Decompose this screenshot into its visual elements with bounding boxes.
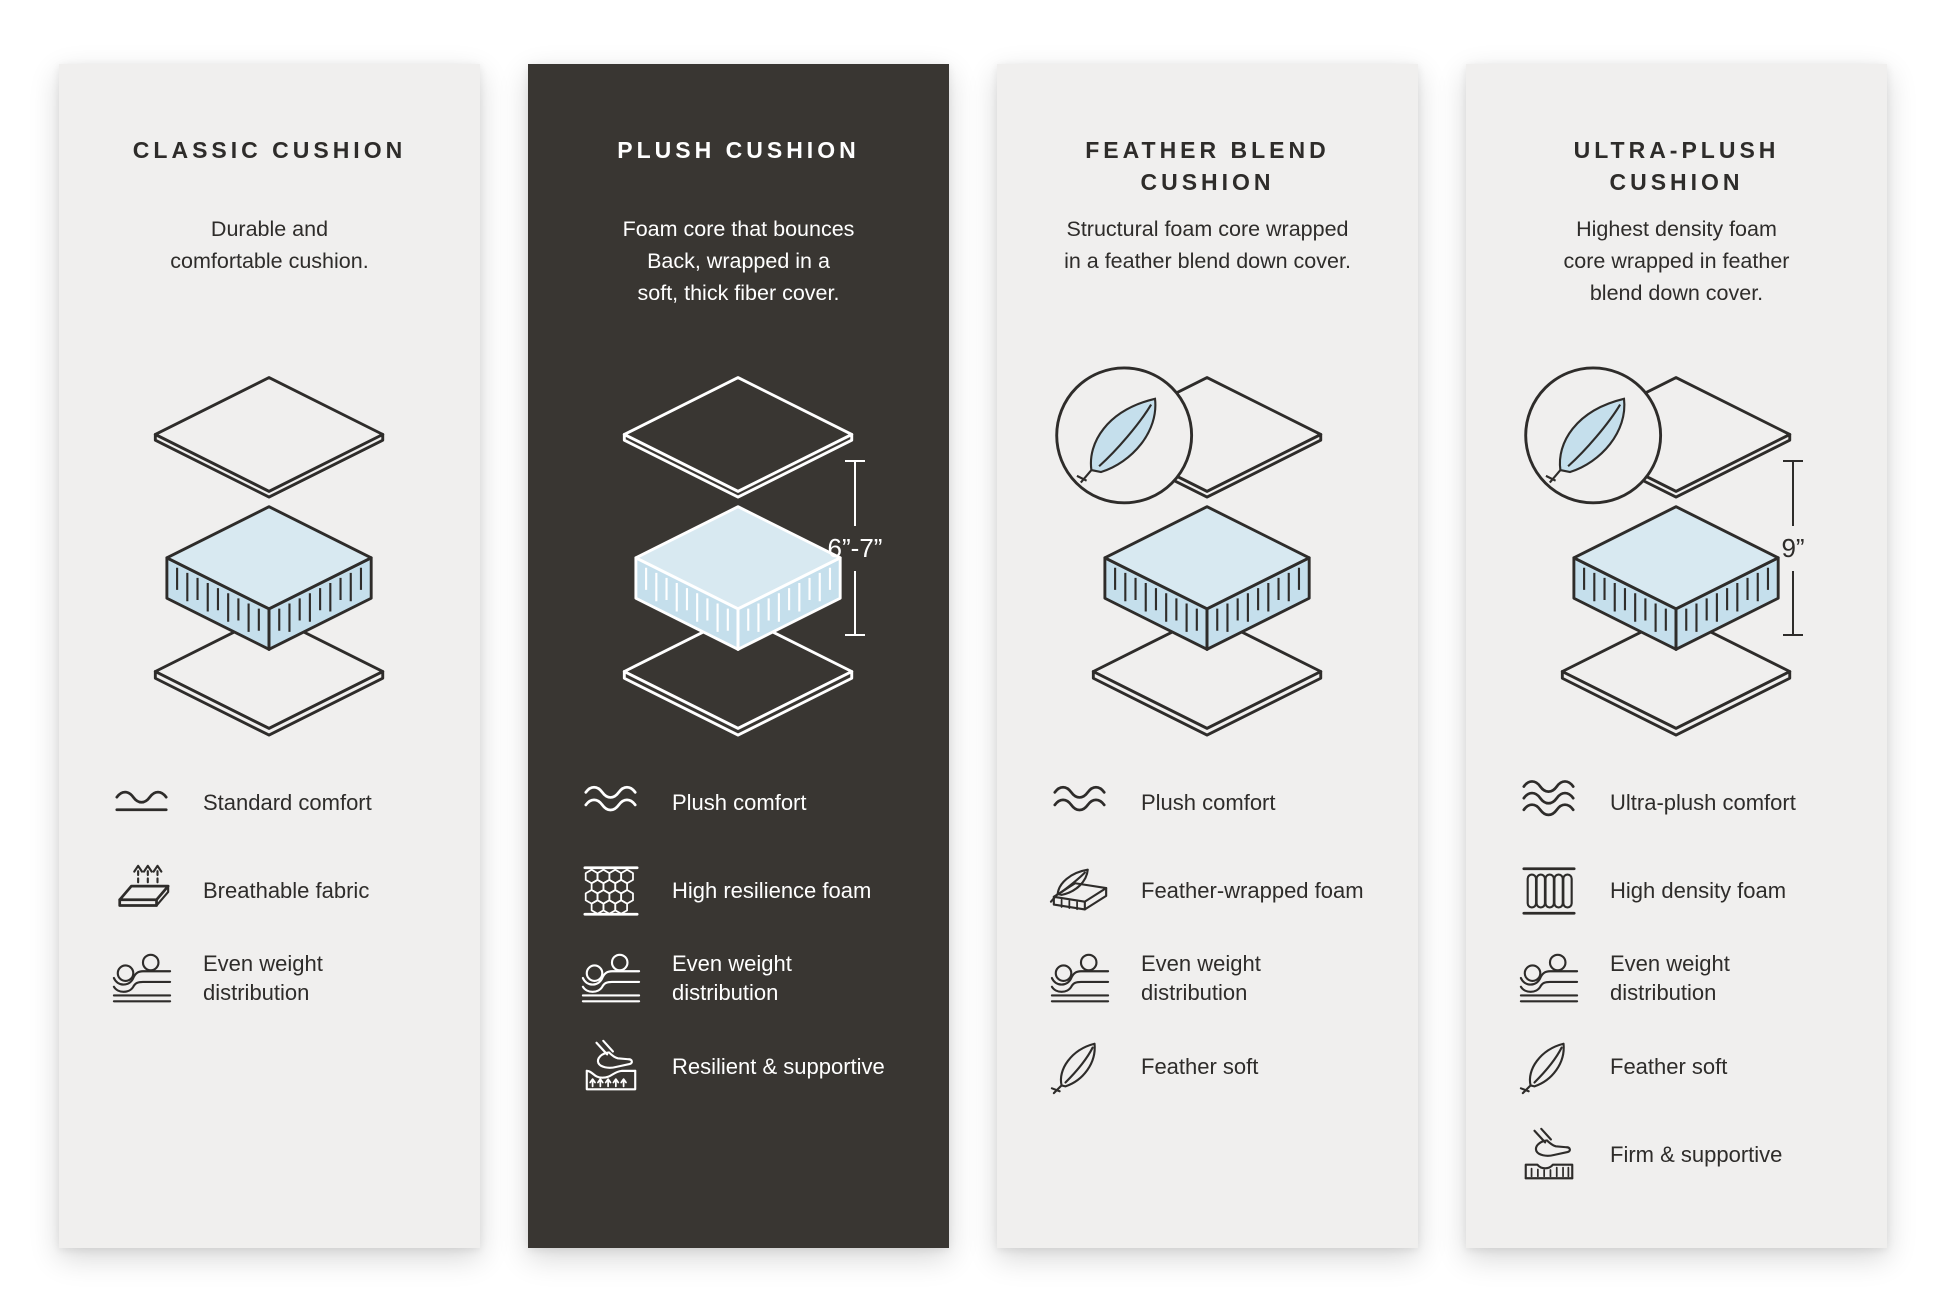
dimension-line-top	[854, 460, 856, 526]
feature-label: Even weight distribution	[1141, 951, 1261, 1005]
panel-ultra-plush	[1466, 64, 1887, 1248]
honeycomb-foam-icon	[580, 860, 642, 922]
panel-title: PLUSH CUSHION	[617, 137, 860, 163]
wave-double-icon	[1049, 772, 1111, 834]
cushion-layers-diagram	[1049, 362, 1367, 742]
feature-label: Feather soft	[1141, 1053, 1259, 1079]
wave-single-icon	[111, 772, 173, 834]
feature-label: Feather soft	[1610, 1053, 1728, 1079]
feature-item	[580, 772, 899, 834]
feature-label: Resilient & supportive	[672, 1053, 885, 1079]
panel-title: CLASSIC CUSHION	[132, 137, 407, 163]
feather-icon	[1518, 1036, 1580, 1098]
even-weight-icon	[580, 948, 642, 1010]
wave-triple-icon	[1518, 772, 1580, 834]
feature-list	[1047, 772, 1368, 1098]
even-weight-icon	[1049, 948, 1111, 1010]
panel-classic	[59, 64, 480, 1248]
height-dimension-marker	[827, 460, 883, 636]
feature-label: High resilience foam	[672, 877, 872, 903]
dimension-line-top	[1792, 460, 1794, 526]
panel-title: ULTRA-PLUSH CUSHION	[1573, 137, 1780, 196]
wave-triple-icon	[1518, 772, 1580, 834]
feature-item	[1518, 772, 1837, 834]
even-weight-icon	[1518, 948, 1580, 1010]
cushion-illustration	[109, 362, 430, 746]
feature-item	[111, 860, 430, 922]
feature-item	[1049, 772, 1368, 834]
height-dimension-marker	[1765, 460, 1821, 636]
breathable-fabric-icon	[111, 860, 173, 922]
wave-double-icon	[580, 772, 642, 834]
panel-description: Highest density foam core wrapped in feather blend down cover.	[1563, 217, 1790, 305]
panel-plush	[528, 64, 949, 1248]
feature-item	[580, 1036, 899, 1098]
feature-item	[1049, 1036, 1368, 1098]
feature-label: Firm & supportive	[1610, 1141, 1783, 1167]
feature-list	[1516, 772, 1837, 1186]
feather-wrapped-foam-icon	[1049, 860, 1111, 922]
cushion-illustration	[578, 362, 899, 746]
feature-label: Plush comfort	[672, 789, 807, 815]
even-weight-icon	[111, 948, 173, 1010]
cushion-layers-diagram	[111, 362, 429, 742]
wave-double-icon	[1049, 772, 1111, 834]
feature-label: Even weight distribution	[203, 951, 323, 1005]
resilient-supportive-icon	[580, 1036, 642, 1098]
feature-item	[1518, 860, 1837, 922]
dimension-line-bottom	[854, 571, 856, 637]
feature-item	[1049, 860, 1368, 922]
feature-item	[1518, 1036, 1837, 1098]
even-weight-icon	[1049, 948, 1111, 1010]
feature-item	[111, 772, 430, 834]
panel-title: FEATHER BLEND CUSHION	[1085, 137, 1330, 196]
feature-item	[1518, 948, 1837, 1010]
feature-label: High density foam	[1610, 877, 1787, 903]
feature-list	[109, 772, 430, 1010]
feature-label: Even weight distribution	[1610, 951, 1730, 1005]
height-dimension-label: 6”-7”	[827, 532, 883, 563]
honeycomb-foam-icon	[580, 860, 642, 922]
panel-description: Durable and comfortable cushion.	[170, 217, 369, 273]
feather-icon	[1049, 1036, 1111, 1098]
cushion-illustration	[1516, 362, 1837, 746]
firm-supportive-icon	[1518, 1124, 1580, 1186]
feature-item	[1518, 1124, 1837, 1186]
wave-double-icon	[580, 772, 642, 834]
wave-single-icon	[111, 772, 173, 834]
even-weight-icon	[111, 948, 173, 1010]
feature-item	[580, 860, 899, 922]
feather-icon	[1518, 1036, 1580, 1098]
even-weight-icon	[1518, 948, 1580, 1010]
panel-description: Foam core that bounces Back, wrapped in a soft, thick fiber cover.	[622, 217, 855, 305]
feature-item	[580, 948, 899, 1010]
panel-feather-blend	[997, 64, 1418, 1248]
feather-wrapped-foam-icon	[1049, 860, 1111, 922]
breathable-fabric-icon	[111, 860, 173, 922]
feature-label: Breathable fabric	[203, 877, 370, 903]
feature-item	[111, 948, 430, 1010]
high-density-foam-icon	[1518, 860, 1580, 922]
feature-label: Even weight distribution	[672, 951, 792, 1005]
even-weight-icon	[580, 948, 642, 1010]
feature-item	[1049, 948, 1368, 1010]
panel-description: Structural foam core wrapped in a feather blend down cover.	[1064, 217, 1351, 273]
feature-label: Standard comfort	[203, 789, 372, 815]
cushion-illustration	[1047, 362, 1368, 746]
feather-icon	[1049, 1036, 1111, 1098]
feature-label: Ultra-plush comfort	[1610, 789, 1796, 815]
feature-list	[578, 772, 899, 1098]
resilient-supportive-icon	[580, 1036, 642, 1098]
firm-supportive-icon	[1518, 1124, 1580, 1186]
high-density-foam-icon	[1518, 860, 1580, 922]
feature-label: Plush comfort	[1141, 789, 1276, 815]
height-dimension-label: 9”	[1781, 532, 1805, 563]
dimension-line-bottom	[1792, 571, 1794, 637]
feature-label: Feather-wrapped foam	[1141, 877, 1364, 903]
